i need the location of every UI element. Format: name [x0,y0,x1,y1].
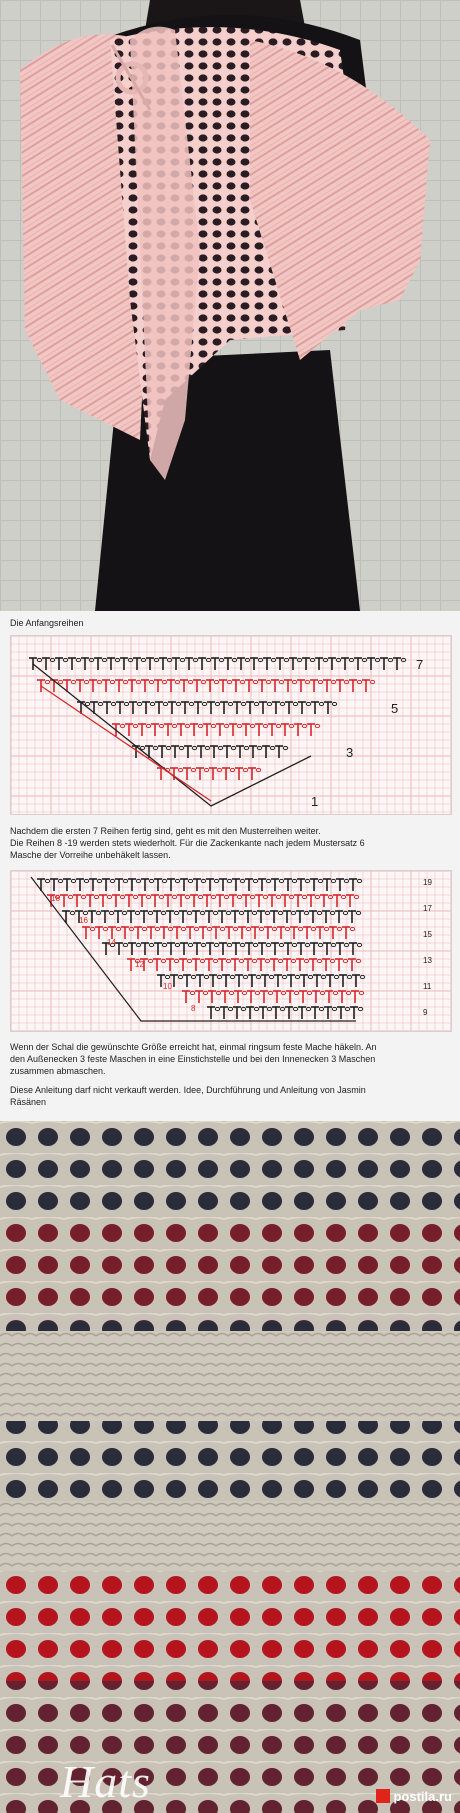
finishing-line: zusammen abmaschen. [10,1066,106,1076]
intro-line: Die Reihen 8 -19 werden stets wiederholt. Für die Zackenkante nach jedem Mustersatz 6 [10,838,365,848]
finishing-line: Wenn der Schal die gewünschte Größe erreicht hat, einmal ringsum feste Mache häkeln. An [10,1042,377,1052]
note-line: Diese Anleitung darf nicht verkauft werden. Idee, Durchführung und Anleitung von Jasmin [10,1085,366,1095]
row-number-label: 10 [163,982,172,991]
shawl-illustration [0,0,460,611]
row-number-label: 18 [51,894,60,903]
mesh-closeup-illustration [0,1121,460,1813]
stitch-row [207,1007,363,1019]
site-logo-icon [376,1789,390,1803]
row-number-label: 11 [423,982,432,991]
row-number-label: 16 [79,916,88,925]
chart-grid [11,636,451,814]
note-line: Räsänen [10,1097,47,1107]
finishing-text [10,1041,450,1077]
row-number-label: 3 [346,745,354,760]
site-logo-text: postila.ru [393,1788,452,1804]
repeat-rows-chart [10,870,452,1032]
brand-watermark: Hats [60,1756,151,1807]
diagram-caption: Die Anfangsreihen [10,618,84,628]
stitch-row [37,680,375,692]
row-number-label: 7 [416,657,424,672]
stitch-row [37,879,362,891]
brand-side-text [0,1750,52,1770]
stitch-row [182,991,364,1003]
stitch-row [157,768,261,780]
stitch-row [157,975,365,987]
copyright-note [10,1084,450,1108]
intro-line: Masche der Vorreihe unbehäkelt lassen. [10,850,171,860]
stitch-row [102,943,362,955]
row-number-label: 15 [423,930,432,939]
starting-rows-chart [10,635,452,815]
diagram-outline [33,664,311,806]
intro-text [10,825,450,861]
row-number-label: 9 [423,1008,428,1017]
finishing-line: den Außenecken 3 feste Maschen in eine Einstichstelle und bei den Innenecken 3 Maschen [10,1054,376,1064]
row-number-label: 8 [191,1004,196,1013]
row-number-label: 14 [107,938,116,947]
stitch-row [127,959,361,971]
row-number-label: 13 [423,956,432,965]
repeat-rows-diagram [11,871,451,1031]
stitch-row [112,724,320,736]
intro-line: Nachdem die ersten 7 Reihen fertig sind, geht es mit den Musterreihen weiter. [10,826,321,836]
row-number-label: 12 [135,960,144,969]
shawl-photo [0,0,460,611]
row-number-label: 19 [423,878,432,887]
row-number-label: 1 [311,794,319,809]
row-number-label: 5 [391,701,399,716]
row-number-label: 17 [423,904,432,913]
site-logo [376,1785,452,1807]
mesh-closeup-photo [0,1121,460,1813]
starting-rows-diagram [11,636,451,814]
